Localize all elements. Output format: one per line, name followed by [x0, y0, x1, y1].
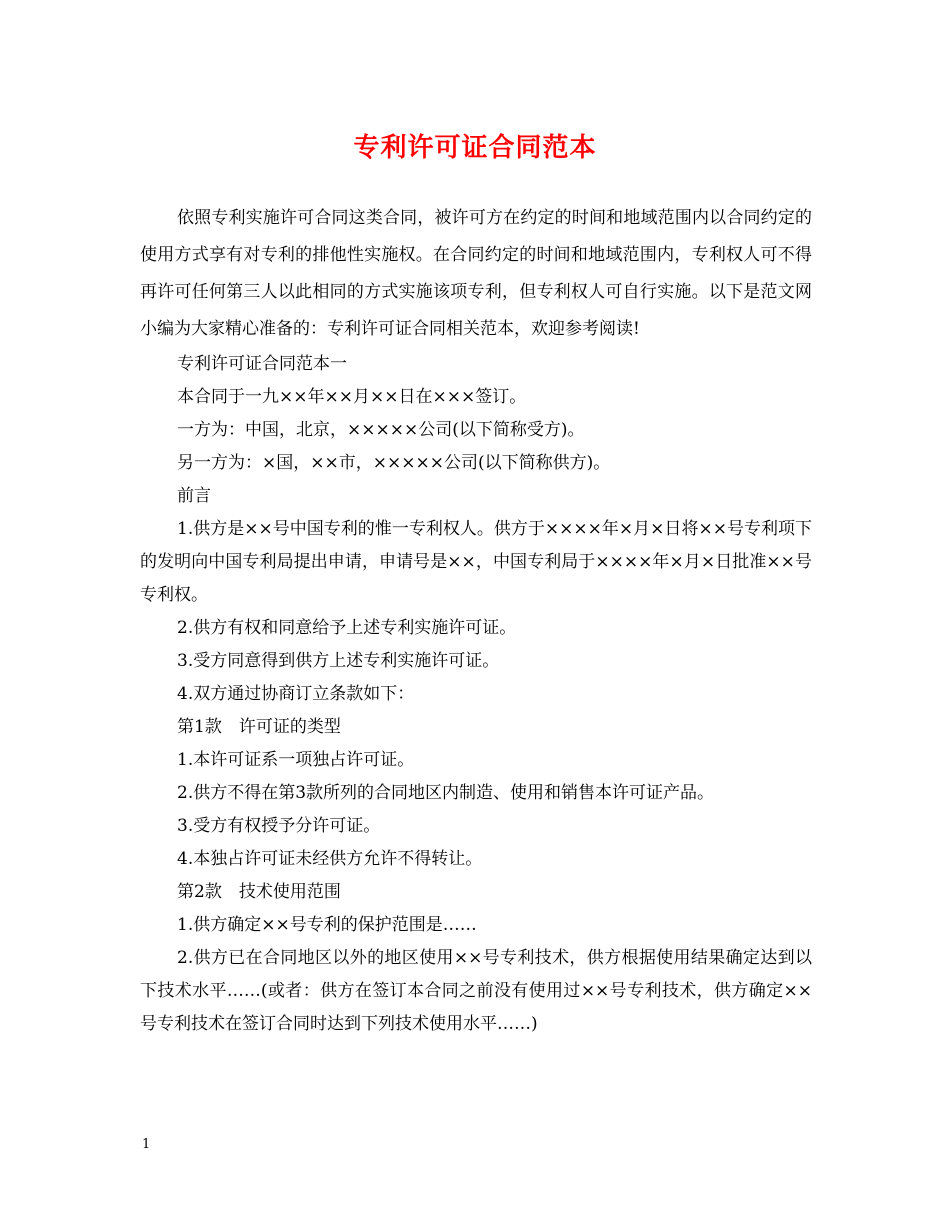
paragraph-preamble-item-4: 4.双方通过协商订立条款如下： — [177, 684, 415, 704]
paragraph-article-2-item-2: 2.供方已在合同地区以外的地区使用××号专利技术，供方根据使用结果确定达到以下技术水平……(或者：供方在签订本合同之前没有使用过××号专利技术，供方确定××号专利技术在签订合同时达到下列技术使用水平……) — [140, 948, 812, 1034]
paragraph-article-1-heading: 第1款 许可证的类型 — [177, 717, 341, 737]
paragraph-article-1-item-1: 1.本许可证系一项独占许可证。 — [177, 750, 415, 770]
paragraph-article-2-heading: 第2款 技术使用范围 — [177, 882, 341, 902]
paragraph-article-2-item-1: 1.供方确定××号专利的保护范围是…… — [177, 915, 477, 935]
paragraph-article-1-item-3: 3.受方有权授予分许可证。 — [177, 816, 381, 836]
paragraph-preamble-item-2: 2.供方有权和同意给予上述专利实施许可证。 — [177, 618, 517, 638]
paragraph-section-heading: 专利许可证合同范本一 — [177, 354, 347, 374]
paragraph-preamble-item-3: 3.受方同意得到供方上述专利实施许可证。 — [177, 651, 500, 671]
paragraph-article-1-item-2: 2.供方不得在第3款所列的合同地区内制造、使用和销售本许可证产品。 — [177, 783, 715, 803]
document-title: 专利许可证合同范本 — [353, 133, 597, 163]
paragraph-intro: 依照专利实施许可合同这类合同，被许可方在约定的时间和地域范围内以合同约定的使用方式享有对专利的排他性实施权。在合同约定的时间和地域范围内，专利权人可不得再许可任何第三人以此相同的方式实施该项专利，但专利权人可自行实施。以下是范文网小编为大家精心准备的：专利许可证合同相关范本，欢迎参考阅读! — [140, 208, 812, 339]
page-number: 1 — [142, 1137, 151, 1152]
paragraph-signing-date: 本合同于一九××年××月××日在×××签订。 — [177, 387, 527, 407]
paragraph-preamble-item-1: 1.供方是××号中国专利的惟一专利权人。供方于××××年×月×日将××号专利项下的发明向中国专利局提出申请，申请号是××，中国专利局于××××年×月×日批准××号专利权。 — [140, 519, 812, 605]
paragraph-party-licensee: 一方为：中国，北京，×××××公司(以下简称受方)。 — [177, 420, 585, 440]
document-body — [140, 200, 812, 1041]
paragraph-article-1-item-4: 4.本独占许可证未经供方允许不得转让。 — [177, 849, 483, 869]
paragraph-party-licensor: 另一方为：×国，××市，×××××公司(以下简称供方)。 — [177, 453, 611, 473]
paragraph-preamble-heading: 前言 — [177, 486, 211, 506]
